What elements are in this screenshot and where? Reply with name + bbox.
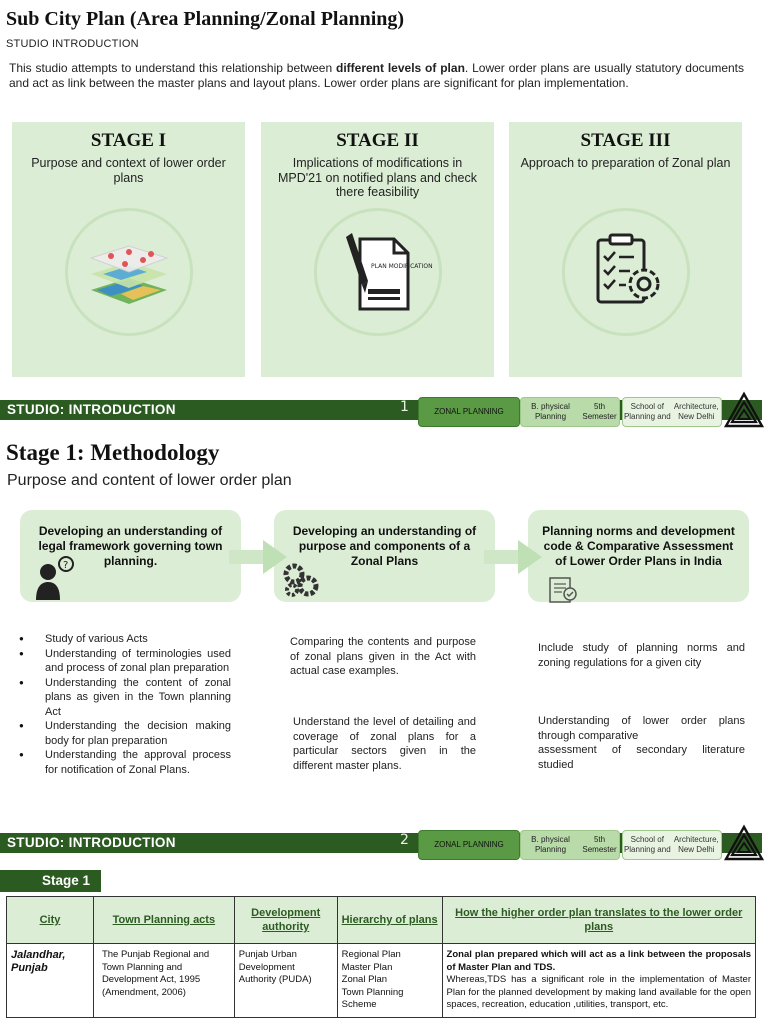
column3-paragraph-2 [538,714,745,772]
methodology-box-2 [274,510,495,602]
hierarchy-cell [337,944,442,1018]
stage-title: STAGE III [580,130,671,151]
table-header-row [7,897,756,944]
right-arrow-icon [484,540,542,574]
column2-paragraph-2: Understand the level of detailing and coverage of zonal plans for a particular sectors given in the different master plans. [293,716,476,772]
methodology-box-3 [528,510,749,602]
methodology-bullet-list [19,632,231,777]
plan-modification-label: PLAN MODIFICATION [370,263,433,270]
methodology-subtitle: Purpose and content of lower order plan [7,472,292,489]
methodology-box-1 [20,510,241,602]
list-item: ● Understanding the decision making body for plan preparation [19,719,231,748]
stage1-tab-label: Stage 1 [0,870,101,892]
column-header-authority: Development authority [234,897,337,944]
plan-modification-icon [338,229,433,315]
methodology-box-text: Developing an understanding of legal framework governing town planning. [38,524,223,568]
column-header-translation: How the higher order plan translates to the lower order plans [442,897,755,944]
stage-description: Implications of modifications in MPD'21 on notified plans and check there feasibility [277,156,478,199]
hierarchy-item: Zonal Plan [341,974,388,986]
stage-card-1 [12,122,245,377]
column-header-acts: Town Planning acts [93,897,234,944]
stage-description: Approach to preparation of Zonal plan [520,156,731,170]
column-header-hierarchy: Hierarchy of plans [337,897,442,944]
course-tag [520,830,620,860]
course-line-2: 5th Semester [582,402,617,421]
school-tag [622,830,722,860]
stage-card-2 [261,122,494,377]
stage-title: STAGE II [336,130,419,151]
course-tag [520,397,620,427]
stage-card-3 [509,122,742,377]
page-title: Sub City Plan (Area Planning/Zonal Planning) [6,8,405,30]
svg-text:?: ? [63,560,69,571]
list-item: ● Understanding of terminologies used and process of zonal plan preparation [19,647,231,676]
column3-paragraph-2-line-2: assessment of secondary literature studied [538,744,745,771]
triangle-logo-icon [724,825,764,861]
translation-cell [442,944,755,1018]
list-item: ● Understanding the content of zonal plans as given in the Town planning Act [19,676,231,720]
translation-text: Whereas,TDS has a significant role in the implementation of Master Plan for the planned development by making land available for the open spaces, recreation, education ,utilities, transport, etc. [446,974,751,1011]
translation-bold-text: Zonal plan prepared which will act as a link between the proposals of Master Plan and TDS. [446,949,751,973]
table-row [7,944,756,1018]
act-cell [93,944,234,1018]
school-line-2: Architecture, New Delhi [673,402,719,421]
act-text: The Punjab Regional and Town Planning and Development Act, 1995 (Amendment, 2006) [101,949,210,998]
school-line-2: Architecture, New Delhi [673,835,719,854]
school-line-1: School of Planning and [623,402,671,421]
document-check-icon [548,576,578,602]
footer-bar-2 [0,830,768,856]
course-line-1: B. physical Planning [531,835,570,854]
column-header-city: City [7,897,94,944]
stage-icon-circle [314,208,442,336]
methodology-box-text: Planning norms and development code & Comparative Assessment of Lower Order Plans in India [542,524,735,568]
school-line-1: School of Planning and [623,835,671,854]
school-tag [622,397,722,427]
intro-text-1: This studio attempts to understand this relationship between [9,61,336,75]
intro-paragraph [9,61,744,90]
footer-label: STUDIO: INTRODUCTION [7,835,176,850]
column3-paragraph-2-line-1: Understanding of lower order plans through comparative [538,715,745,742]
zonal-planning-tag: ZONAL PLANNING [418,397,520,427]
column2-paragraph-1: Comparing the contents and purpose of zonal plans given in the Act with actual case examples. [290,636,476,677]
gears-icon [282,562,320,598]
footer-label: STUDIO: INTRODUCTION [7,402,176,417]
right-arrow-icon [229,540,287,574]
layered-map-icon [81,232,177,312]
list-item: ● Study of various Acts [19,632,231,647]
stage-description: Purpose and context of lower order plans [31,156,226,185]
list-item: ● Understanding the approval process for notification of Zonal Plans. [19,748,231,777]
triangle-logo-icon [724,392,764,428]
hierarchy-item: Regional Plan [341,949,401,960]
stage1-table [6,896,756,1018]
intro-bold: different levels of plan [335,61,465,75]
clipboard-gear-icon [584,230,668,314]
intro-text-2: . Lower order plans are usually statutory documents and act as link between the master plans and layout plans. Lower order plans are significant for plan implementation. [9,61,744,90]
stage-title: STAGE I [90,130,167,151]
hierarchy-item: Town Planning Scheme [341,986,404,1011]
course-line-1: B. physical Planning [531,402,570,421]
page-number: 1 [400,399,409,415]
course-line-2: 5th Semester [582,835,617,854]
page-number: 2 [400,832,409,848]
authority-cell: Punjab Urban Development Authority (PUDA) [234,944,337,1018]
methodology-box-text: Developing an understanding of purpose and components of a Zonal Plans [292,524,477,568]
page-subtitle: STUDIO INTRODUCTION [6,38,139,50]
column3-paragraph-1: Include study of planning norms and zoning regulations for a given city [538,642,745,669]
stage-icon-circle [65,208,193,336]
stage-icon-circle [562,208,690,336]
footer-bar-1 [0,397,768,423]
thinking-person-icon [34,554,74,600]
city-cell: Jalandhar, Punjab [7,944,94,1018]
hierarchy-item: Master Plan [341,961,393,973]
methodology-title: Stage 1: Methodology [6,440,220,465]
zonal-planning-tag: ZONAL PLANNING [418,830,520,860]
